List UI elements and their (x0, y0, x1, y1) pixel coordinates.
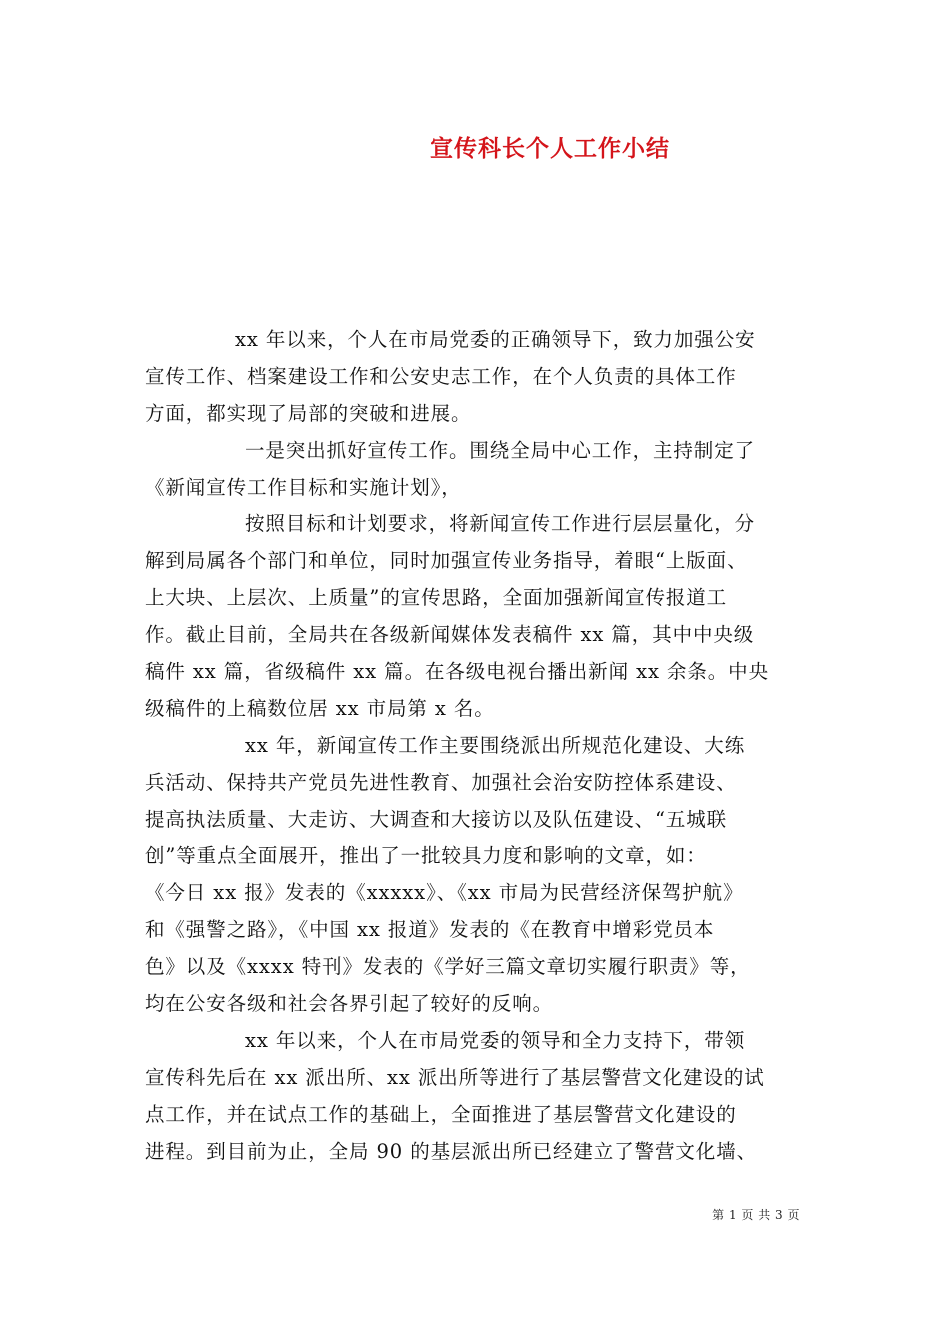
document-body (145, 322, 825, 1170)
text-line: 一是突出抓好宣传工作。围绕全局中心工作，主持制定了 (245, 438, 756, 462)
text-line: 兵活动、保持共产党员先进性教育、加强社会治安防控体系建设、 (145, 770, 737, 794)
text-line: 和《强警之路》，《中国 xx 报道》发表的《在教育中增彩党员本 (145, 918, 715, 942)
text-line: xx 年，新闻宣传工作主要围绕派出所规范化建设、大练 (245, 733, 746, 757)
text-line: 创”等重点全面展开，推出了一批较具力度和影响的文章，如： (145, 844, 707, 868)
paragraph (145, 1023, 825, 1171)
text-line: 均在公安各级和社会各界引起了较好的反响。 (145, 992, 554, 1016)
text-line: 上大块、上层次、上质量”的宣传思路，全面加强新闻宣传报道工 (145, 586, 728, 610)
text-line: xx 年以来，个人在市局党委的正确领导下，致力加强公安 (235, 328, 756, 351)
text-line: 作。截止目前，全局共在各级新闻媒体发表稿件 xx 篇，其中中央级 (145, 623, 755, 647)
text-line: 按照目标和计划要求，将新闻宣传工作进行层层量化，分 (245, 512, 756, 536)
text-line: 点工作，并在试点工作的基础上，全面推进了基层警营文化建设的 (145, 1102, 737, 1126)
paragraph (145, 506, 825, 727)
page-footer: 第 1 页 共 3 页 (712, 1208, 800, 1222)
paragraph (145, 433, 825, 507)
text-line: 提高执法质量、大走访、大调查和大接访以及队伍建设、“五城联 (145, 807, 728, 831)
text-line: 级稿件的上稿数位居 xx 市局第 x 名。 (145, 696, 495, 720)
text-line: 稿件 xx 篇，省级稿件 xx 篇。在各级电视台播出新闻 xx 余条。中央 (145, 660, 769, 684)
text-line: 《新闻宣传工作目标和实施计划》， (145, 475, 462, 499)
text-line: 色》以及《xxxx 特刊》发表的《学好三篇文章切实履行职责》等， (145, 955, 751, 979)
text-line: 宣传科先后在 xx 派出所、xx 派出所等进行了基层警营文化建设的试 (145, 1065, 765, 1089)
text-line: 《今日 xx 报》发表的《xxxxx》、《xx 市局为民营经济保驾护航》 (145, 881, 744, 905)
text-line: 解到局属各个部门和单位，同时加强宣传业务指导，着眼“上版面、 (145, 549, 748, 573)
text-line: 方面，都实现了局部的突破和进展。 (145, 401, 472, 425)
document-title: 宣传科长个人工作小结 (430, 135, 670, 162)
text-line: xx 年以来，个人在市局党委的领导和全力支持下，带领 (245, 1028, 746, 1052)
paragraph (145, 322, 825, 433)
paragraph (145, 728, 825, 1023)
text-line: 进程。到目前为止，全局 90 的基层派出所已经建立了警营文化墙、 (145, 1139, 758, 1163)
text-line: 宣传工作、档案建设工作和公安史志工作，在个人负责的具体工作 (145, 364, 737, 388)
